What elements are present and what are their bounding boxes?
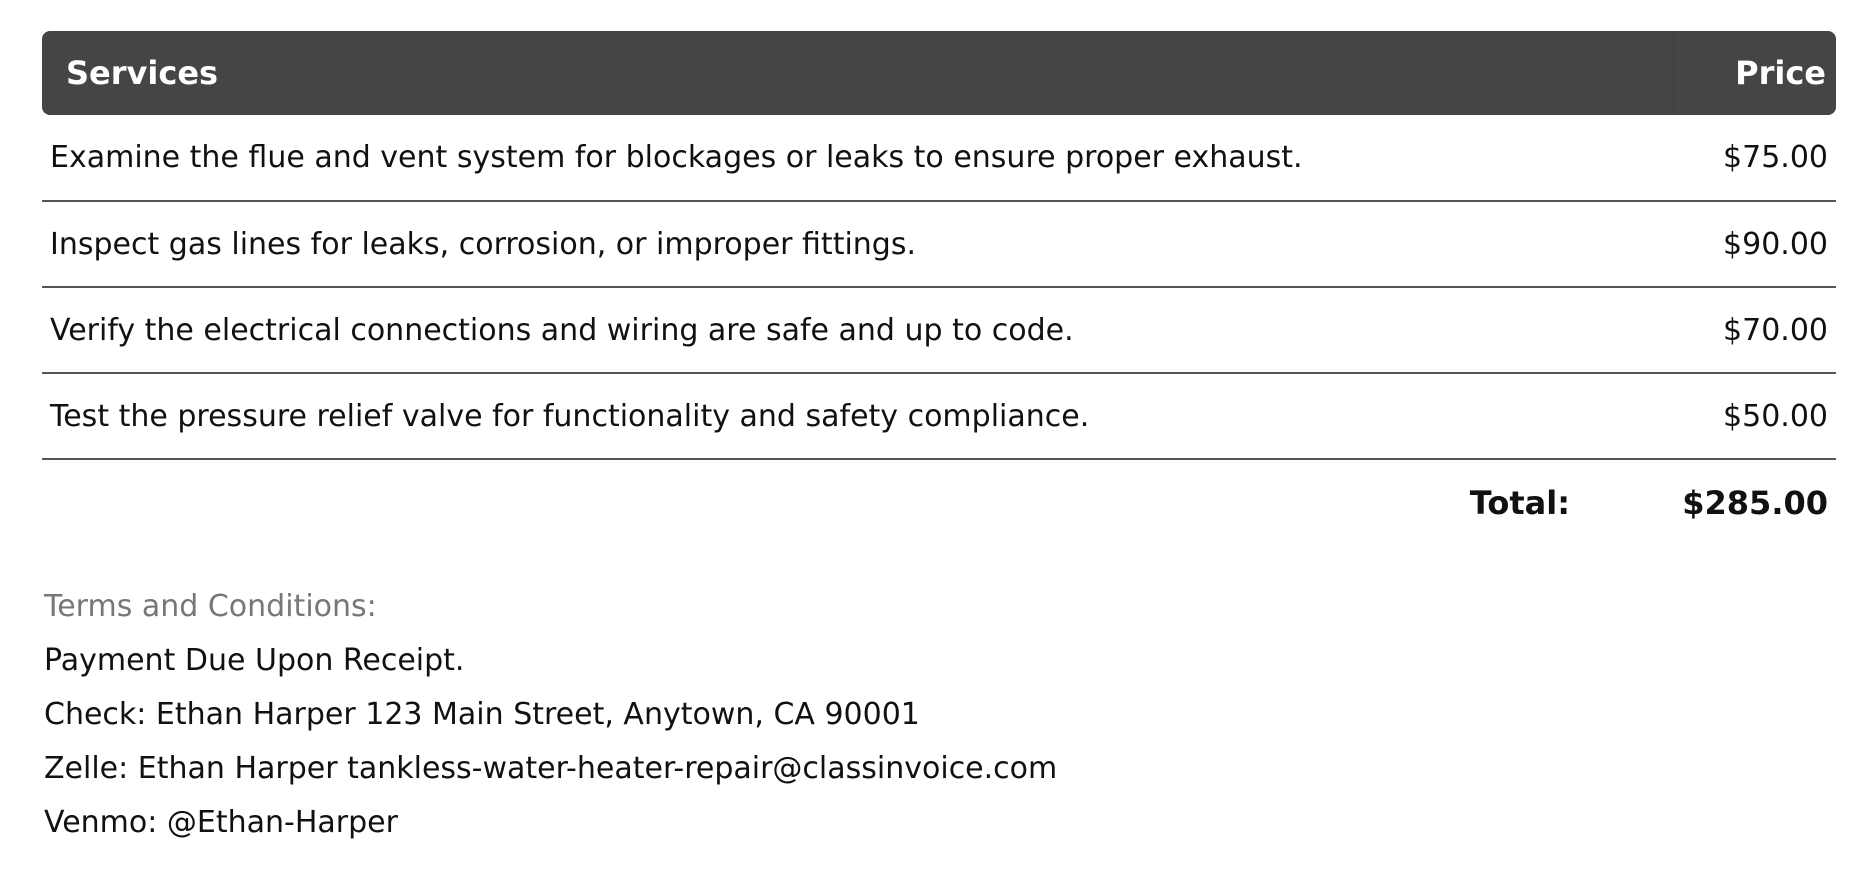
terms-heading: Terms and Conditions: — [44, 589, 377, 624]
table-footer — [42, 459, 1836, 545]
services-column-header: Services — [42, 31, 1673, 115]
table-row — [42, 373, 1836, 459]
terms-section — [44, 580, 1744, 850]
table-row — [42, 115, 1836, 201]
terms-zelle-info: Zelle: Ethan Harper tankless-water-heater-repair@classinvoice.com — [44, 751, 1058, 786]
service-price: $75.00 — [1673, 115, 1836, 201]
table-header-row — [42, 31, 1836, 115]
price-column-header: Price — [1673, 31, 1836, 115]
table-header — [42, 31, 1836, 115]
total-row — [42, 459, 1836, 545]
total-label: Total: — [1469, 483, 1570, 522]
service-price: $50.00 — [1673, 373, 1836, 459]
terms-venmo-info: Venmo: @Ethan-Harper — [44, 805, 398, 840]
service-price: $70.00 — [1673, 287, 1836, 373]
table-body — [42, 115, 1836, 459]
service-description: Test the pressure relief valve for functionality and safety compliance. — [42, 373, 1673, 459]
terms-payment-due: Payment Due Upon Receipt. — [44, 643, 465, 678]
total-value: $285.00 — [1682, 483, 1828, 522]
table-row — [42, 201, 1836, 287]
service-price: $90.00 — [1673, 201, 1836, 287]
service-description: Inspect gas lines for leaks, corrosion, or improper fittings. — [42, 201, 1673, 287]
service-description: Examine the flue and vent system for blockages or leaks to ensure proper exhaust. — [42, 115, 1673, 201]
service-description: Verify the electrical connections and wiring are safe and up to code. — [42, 287, 1673, 373]
terms-check-info: Check: Ethan Harper 123 Main Street, Anytown, CA 90001 — [44, 697, 920, 732]
table-row — [42, 287, 1836, 373]
services-table — [42, 31, 1836, 545]
